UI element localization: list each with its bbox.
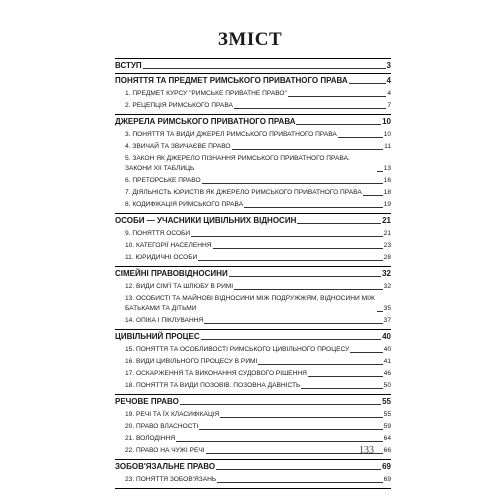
toc-section-heading (115, 75, 391, 87)
toc-entry (115, 282, 391, 292)
leader-line (363, 195, 383, 196)
section-page: 10 (382, 117, 391, 126)
leader-line (206, 453, 383, 454)
toc-section-heading (115, 461, 391, 473)
section-title: ВСТУП (115, 61, 142, 70)
entry-title: 11. ЮРИДИЧНІ ОСОБИ (125, 254, 198, 261)
leader-line (297, 223, 381, 224)
toc-section (115, 329, 391, 394)
toc-entry (115, 188, 391, 198)
section-title: СІМЕЙНІ ПРАВОВІДНОСИНИ (115, 269, 228, 278)
toc-section (115, 58, 391, 73)
entry-title: 18. ПОНЯТТЯ ТА ВИДИ ПОЗОВІВ. ПОЗОВНА ДАВНІСТЬ (125, 382, 301, 389)
table-of-contents (115, 58, 391, 489)
entry-title: 2. РЕЦЕПЦІЯ РИМСЬКОГО ПРАВА (125, 102, 233, 109)
section-title: ОСОБИ — УЧАСНИКИ ЦИВІЛЬНИХ ВІДНОСИН (115, 216, 297, 225)
entry-title: 21. ВОЛОДІННЯ (125, 435, 176, 442)
leader-line (308, 376, 383, 377)
entry-page: 23 (383, 242, 391, 249)
section-page: 69 (382, 462, 391, 471)
entry-title: 7. ДІЯЛЬНІСТЬ ЮРИСТІВ ЯК ДЖЕРЕЛО РИМСЬКОГО ПРИВАТНОГО ПРАВА (125, 189, 362, 196)
leader-line (201, 339, 381, 340)
leader-line (213, 248, 383, 249)
entry-page: 37 (383, 317, 391, 324)
entry-title: 12. ВИДИ СІМ'Ї ТА ШЛЮБУ В РИМІ (125, 283, 234, 290)
entry-page: 7 (387, 102, 391, 109)
entry-page: 69 (383, 476, 391, 483)
toc-section-heading (115, 268, 391, 280)
section-title: РЕЧОВЕ ПРАВО (115, 397, 179, 406)
entry-title: 17. ОСКАРЖЕННЯ ТА ВИКОНАННЯ СУДОВОГО РІШЕННЯ (125, 370, 307, 377)
toc-entry (115, 253, 391, 263)
toc-section-heading (115, 215, 391, 227)
entry-page: 41 (383, 358, 391, 365)
toc-entry (115, 475, 391, 485)
entry-page: 50 (383, 382, 391, 389)
entry-title: 10. КАТЕГОРІЇ НАСЕЛЕННЯ (125, 242, 212, 249)
leader-line (176, 441, 383, 442)
entry-title: 13. ОСОБИСТІ ТА МАЙНОВІ ВІДНОСИНИ МІЖ ПОДРУЖЖЯМ, ВІДНОСИНИ МІЖ БАТЬКАМИ ТА ДІТЬМИ (125, 295, 376, 312)
leader-line (234, 108, 386, 109)
entry-title: 16. ВИДИ ЦИВІЛЬНОГО ПРОЦЕСУ В РИМІ (125, 358, 258, 365)
leader-line (217, 482, 382, 483)
toc-entry (115, 142, 391, 152)
toc-entry (115, 130, 391, 140)
leader-line (180, 404, 381, 405)
toc-section (115, 73, 391, 114)
leader-line (350, 352, 382, 353)
entry-page: 11 (384, 143, 391, 150)
section-page: 40 (382, 332, 391, 341)
entry-page: 40 (383, 346, 391, 353)
leader-line (143, 68, 386, 69)
leader-line (349, 83, 386, 84)
toc-entry (115, 422, 391, 432)
section-page: 21 (382, 216, 391, 225)
toc-section (115, 394, 391, 459)
leader-line (234, 289, 383, 290)
entry-page: 4 (387, 90, 391, 97)
toc-entry (115, 316, 391, 326)
entry-page: 19 (383, 201, 391, 208)
entry-title: 23. ПОНЯТТЯ ЗОБОВ'ЯЗАНЬ (125, 476, 217, 483)
toc-entry (115, 101, 391, 111)
entry-page: 32 (383, 283, 391, 290)
entry-title: 19. РЕЧІ ТА ЇХ КЛАСИФІКАЦІЯ (125, 411, 220, 418)
entry-title: 9. ПОНЯТТЯ ОСОБИ (125, 230, 191, 237)
entry-title: 1. ПРЕДМЕТ КУРСУ "РИМСЬКЕ ПРИВАТНЕ ПРАВО" (125, 90, 287, 97)
toc-entry (115, 241, 391, 251)
leader-line (202, 183, 383, 184)
toc-entry (115, 434, 391, 444)
toc-section-heading (115, 116, 391, 128)
leader-line (377, 171, 383, 172)
section-page: 4 (386, 76, 391, 85)
leader-line (204, 323, 382, 324)
entry-page: 16 (383, 177, 391, 184)
entry-page: 21 (383, 230, 391, 237)
entry-title: 20. ПРАВО ВЛАСНОСТІ (125, 423, 199, 430)
toc-entry (115, 345, 391, 355)
toc-entry (115, 294, 391, 314)
entry-page: 55 (383, 411, 391, 418)
leader-line (244, 207, 383, 208)
entry-page: 46 (383, 370, 391, 377)
section-page: 32 (382, 269, 391, 278)
entry-title: 15. ПОНЯТТЯ ТА ОСОБЛИВОСТІ РИМСЬКОГО ЦИВІЛЬНОГО ПРОЦЕСУ (125, 346, 350, 353)
leader-line (288, 96, 386, 97)
toc-entry (115, 154, 391, 174)
leader-line (338, 137, 383, 138)
entry-page: 13 (383, 165, 391, 172)
leader-line (258, 364, 382, 365)
section-title: ЦИВІЛЬНИЙ ПРОЦЕС (115, 332, 200, 341)
leader-line (220, 417, 382, 418)
toc-section (115, 213, 391, 266)
section-page: 55 (382, 397, 391, 406)
leader-line (229, 276, 381, 277)
toc-entry (115, 410, 391, 420)
toc-entry (115, 89, 391, 99)
section-page: 3 (386, 61, 391, 70)
entry-title: 3. ПОНЯТТЯ ТА ВИДИ ДЖЕРЕЛ РИМСЬКОГО ПРИВАТНОГО ПРАВА (125, 131, 337, 138)
section-title: ПОНЯТТЯ ТА ПРЕДМЕТ РИМСЬКОГО ПРИВАТНОГО ПРАВА (115, 76, 348, 85)
entry-page: 28 (383, 254, 391, 261)
section-title: ЗОБОВ'ЯЗАЛЬНЕ ПРАВО (115, 462, 216, 471)
entry-page: 10 (383, 131, 391, 138)
entry-page: 35 (383, 305, 391, 312)
toc-section (115, 459, 391, 489)
toc-entry (115, 176, 391, 186)
toc-entry (115, 200, 391, 210)
entry-page: 66 (383, 447, 391, 454)
leader-line (216, 469, 381, 470)
entry-page: 64 (383, 435, 391, 442)
leader-line (377, 311, 383, 312)
toc-entry (115, 369, 391, 379)
toc-entry (115, 381, 391, 391)
leader-line (198, 260, 382, 261)
toc-section-heading (115, 396, 391, 408)
leader-line (301, 388, 382, 389)
entry-title: 6. ПРЕТОРСЬКЕ ПРАВО (125, 177, 201, 184)
entry-page: 18 (383, 189, 391, 196)
entry-title: 22. ПРАВО НА ЧУЖІ РЕЧІ (125, 447, 205, 454)
toc-section (115, 266, 391, 329)
page-title: ЗМІСТ (217, 29, 283, 50)
entry-page: 59 (383, 423, 391, 430)
toc-section (115, 114, 391, 213)
toc-section-heading (115, 331, 391, 343)
section-title: ДЖЕРЕЛА РИМСЬКОГО ПРИВАТНОГО ПРАВА (115, 117, 296, 126)
toc-entry (115, 446, 391, 456)
entry-title: 4. ЗВИЧАЙ ТА ЗВИЧАЄВЕ ПРАВО (125, 143, 231, 150)
toc-section-heading (115, 60, 391, 72)
leader-line (199, 429, 382, 430)
leader-line (191, 236, 382, 237)
leader-line (296, 124, 381, 125)
page-number: 133 (359, 445, 374, 456)
leader-line (232, 149, 384, 150)
entry-title: 14. ОПІКА І ПІКЛУВАННЯ (125, 317, 204, 324)
toc-entry (115, 357, 391, 367)
entry-title: 5. ЗАКОН ЯК ДЖЕРЕЛО ПІЗНАННЯ РИМСЬКОГО ПРИВАТНОГО ПРАВА. ЗАКОНИ ХІІ ТАБЛИЦЬ (125, 155, 350, 172)
toc-entry (115, 229, 391, 239)
entry-title: 8. КОДИФІКАЦІЯ РИМСЬКОГО ПРАВА (125, 201, 244, 208)
